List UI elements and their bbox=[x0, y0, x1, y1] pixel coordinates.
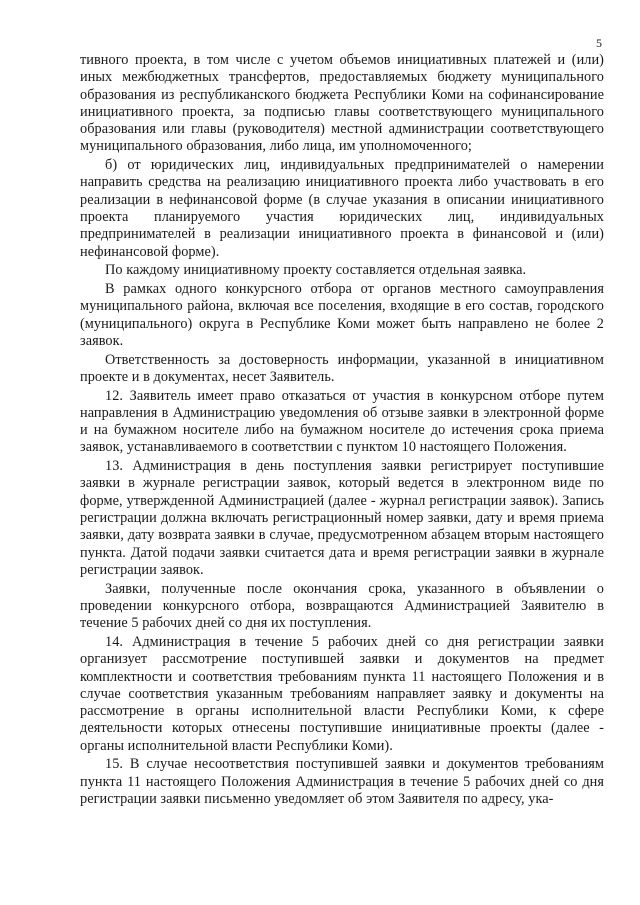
paragraph-continuation: тивного проекта, в том числе с учетом объемов инициативных платежей и (или) иных межбюджетных трансфертов, предоставляемых бюджету муниципального образования из республиканского бюджета Республики Коми на софинансирование инициативного проекта, за подписью главы соответствующего муниципального образования или главы (руководителя) местной администрации соответствующего муниципального образования, либо лица, им уполномоченного; bbox=[80, 52, 604, 155]
paragraph-separate-application: По каждому инициативному проекту составляется отдельная заявка. bbox=[105, 262, 527, 279]
paragraph-item-12: 12. Заявитель имеет право отказаться от участия в конкурсном отборе путем направления в Администрацию уведомления об отзыве заявки в электронной форме и на бумажном носителе либо на бумажном носителе до истечения срока приема заявок, устанавливаемого в соответствии с пунктом 10 настоящего Положения. bbox=[80, 387, 604, 456]
paragraph-late-applications: Заявки, полученные после окончания срока, указанного в объявлении о проведении конкурсного отбора, возвращаются Администрацией Заявителю в течение 5 рабочих дней со дня их поступления. bbox=[80, 580, 604, 632]
paragraph-application-limit: В рамках одного конкурсного отбора от органов местного самоуправления муниципального района, включая все поселения, входящие в его состав, городского (муниципального) округа в Республике Коми может быть направлено не более 2 заявок. bbox=[80, 281, 604, 349]
paragraph-item-15: 15. В случае несоответствия поступившей заявки и документов требованиям пункта 11 настоящего Положения Администрация в течение 5 рабочих дней со дня регистрации заявки письменно уведомляет об этом Заявителя по адресу, ука- bbox=[80, 756, 604, 807]
paragraph-responsibility: Ответственность за достоверность информации, указанной в инициативном проекте и в документах, несет Заявитель. bbox=[80, 351, 604, 385]
paragraph-item-13: 13. Администрация в день поступления заявки регистрирует поступившие заявки в журнале регистрации заявок, который ведется в электронном виде по форме, утвержденной Администрацией (далее - журнал регистрации заявок). Запись регистрации должна включать регистрационный номер заявки, дату и время приема заявки, дату возврата заявки в случае, предусмотренном абзацем вторым настоящего пункта. Датой подачи заявки считается дата и время регистрации заявки в журнале регистрации заявок. bbox=[80, 458, 604, 578]
document-body bbox=[80, 52, 604, 810]
paragraph-item-14: 14. Администрация в течение 5 рабочих дней со дня регистрации заявки организует рассмотрение поступившей заявки и документов на предмет комплектности и соответствия требованиям пункта 11 настоящего Положения и в случае соответствия указанным требованиям направляет заявку и документы на рассмотрение в органы исполнительной власти Республики Коми, к сфере деятельности которых отнесены поступившие инициативные проекты (далее - органы исполнительной власти Республики Коми). bbox=[80, 633, 604, 754]
page-number: 5 bbox=[596, 36, 602, 50]
paragraph-legal-entities: б) от юридических лиц, индивидуальных предпринимателей о намерении направить средства на реализацию инициативного проекта либо участвовать в его реализации в нефинансовой форме (в случае указания в описании инициативного проекта планируемого участия юридических лиц, индивидуальных предпринимателей в реализации инициативного проекта в финансовой и (или) нефинансовой форме). bbox=[80, 157, 604, 260]
